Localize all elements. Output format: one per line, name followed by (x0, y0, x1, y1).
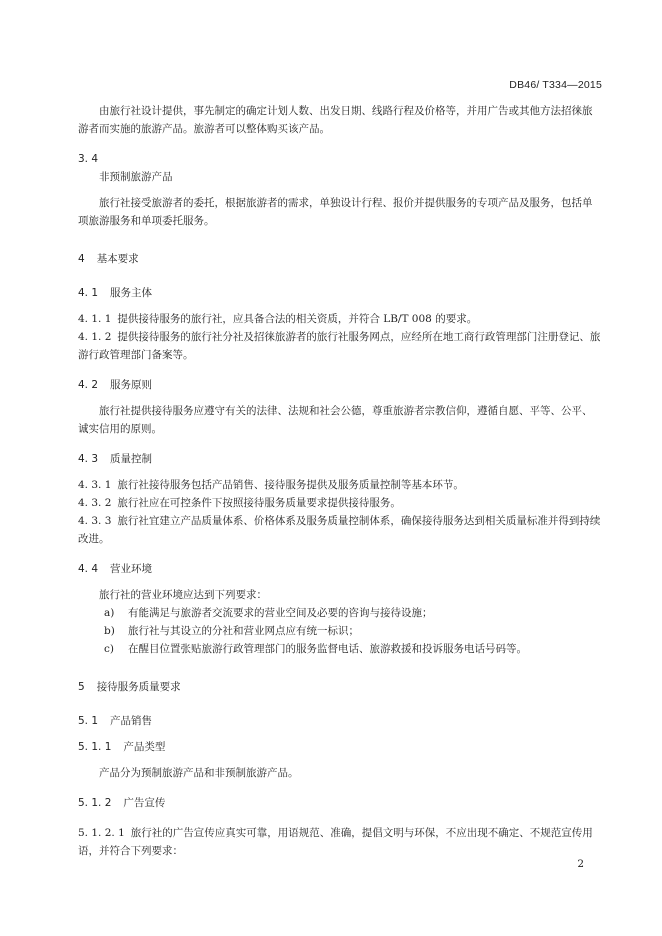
section-4-1-heading (78, 284, 602, 302)
clause-4-3-2-text: 旅行社应在可控条件下按照接待服务质量要求提供接待服务。 (117, 497, 401, 509)
clause-4-3-1-text: 旅行社接待服务包括产品销售、接待服务提供及服务质量控制等基本环节。 (117, 479, 464, 491)
document-code: DB46/ T334—2015 (509, 79, 602, 91)
clause-4-1-1 (78, 310, 602, 328)
list-item (104, 622, 602, 640)
clause-4-3-3 (78, 512, 602, 548)
clause-4-1-2-text: 提供接待服务的旅行社分社及招徕旅游者的旅行社服务网点，应经所在地工商行政管理部门注册登记、旅游行政管理部门备案等。 (78, 331, 601, 361)
list-item-marker: a) (104, 607, 115, 619)
section-4-4-title: 营业环境 (110, 563, 153, 575)
clause-4-3-3-text: 旅行社宜建立产品质量体系、价格体系及服务质量控制体系，确保接待服务达到相关质量标准并得到持续改进。 (78, 515, 601, 545)
clause-5-1-2-1-text: 旅行社的广告宣传应真实可靠，用语规范、准确，提倡文明与环保，不应出现不确定、不规范宣传用语，并符合下列要求： (78, 827, 593, 857)
section-4-4-number: 4. 4 (78, 563, 99, 575)
section-3-4-title: 非预制旅游产品 (99, 171, 173, 183)
section-4-heading (78, 250, 602, 268)
section-4-title: 基本要求 (96, 253, 139, 265)
section-5-title: 接待服务质量要求 (96, 681, 181, 693)
section-4-3-title: 质量控制 (110, 453, 153, 465)
section-4-number: 4 (78, 253, 85, 265)
section-4-3-heading (78, 450, 602, 468)
section-5-heading (78, 678, 602, 696)
section-4-1-title: 服务主体 (110, 287, 153, 299)
clause-4-3-2 (78, 494, 602, 512)
list-item-marker: c) (104, 643, 114, 655)
section-5-1-1-heading (78, 738, 602, 756)
section-5-number: 5 (78, 681, 85, 693)
section-5-1-title: 产品销售 (110, 715, 153, 727)
page-number: 2 (577, 858, 584, 870)
clause-4-1-2 (78, 328, 602, 364)
section-4-4-heading (78, 560, 602, 578)
clause-5-1-2-1 (78, 824, 602, 860)
section-4-3-number: 4. 3 (78, 453, 99, 465)
section-3-4-body: 旅行社接受旅游者的委托，根据旅游者的需求，单独设计行程、报价并提供服务的专项产品及服务，包括单项旅游服务和单项委托服务。 (78, 197, 593, 227)
clause-4-1-1-text: 提供接待服务的旅行社，应具备合法的相关资质，并符合 LB/T 008 的要求。 (117, 313, 478, 325)
list-item (104, 604, 602, 622)
environment-requirements-list (78, 604, 602, 658)
section-4-1-number: 4. 1 (78, 287, 99, 299)
list-item-text: 旅行社与其设立的分社和营业网点应有统一标识； (128, 625, 359, 637)
section-4-2-title: 服务原则 (110, 379, 153, 391)
list-item-marker: b) (104, 625, 115, 637)
clause-4-3-3-number: 4. 3. 3 (78, 515, 112, 527)
clause-4-1-1-number: 4. 1. 1 (78, 313, 112, 325)
section-4-2-number: 4. 2 (78, 379, 99, 391)
list-item (104, 640, 602, 658)
clause-4-3-2-number: 4. 3. 2 (78, 497, 112, 509)
list-item-text: 在醒目位置张贴旅游行政管理部门的服务监督电话、旅游救援和投诉服务电话号码等。 (128, 643, 527, 655)
clause-5-1-2-1-number: 5. 1. 2. 1 (78, 827, 125, 839)
clause-4-3-1-number: 4. 3. 1 (78, 479, 112, 491)
section-5-1-1-number: 5. 1. 1 (78, 741, 112, 753)
section-5-1-1-title: 产品类型 (123, 741, 166, 753)
section-5-1-number: 5. 1 (78, 715, 99, 727)
section-3-4-number: 3. 4 (78, 153, 99, 165)
list-item-text: 有能满足与旅游者交流要求的营业空间及必要的咨询与接待设施； (128, 607, 433, 619)
intro-paragraph: 由旅行社设计提供，事先制定的确定计划人数、出发日期、线路行程及价格等，并用广告或其他方法招徕旅游者而实施的旅游产品。旅游者可以整体购买该产品。 (78, 105, 593, 135)
section-5-1-2-number: 5. 1. 2 (78, 797, 112, 809)
document-body (78, 102, 602, 860)
section-4-4-intro: 旅行社的营业环境应达到下列要求： (99, 589, 267, 601)
section-5-1-2-title: 广告宣传 (123, 797, 166, 809)
clause-4-3-1 (78, 476, 602, 494)
section-4-2-body: 旅行社提供接待服务应遵守有关的法律、法规和社会公德，尊重旅游者宗教信仰，遵循自愿、平等、公平、诚实信用的原则。 (78, 405, 593, 435)
section-5-1-heading (78, 712, 602, 730)
section-4-2-heading (78, 376, 602, 394)
section-5-1-2-heading (78, 794, 602, 812)
section-5-1-1-body: 产品分为预制旅游产品和非预制旅游产品。 (99, 767, 299, 779)
clause-4-1-2-number: 4. 1. 2 (78, 331, 112, 343)
